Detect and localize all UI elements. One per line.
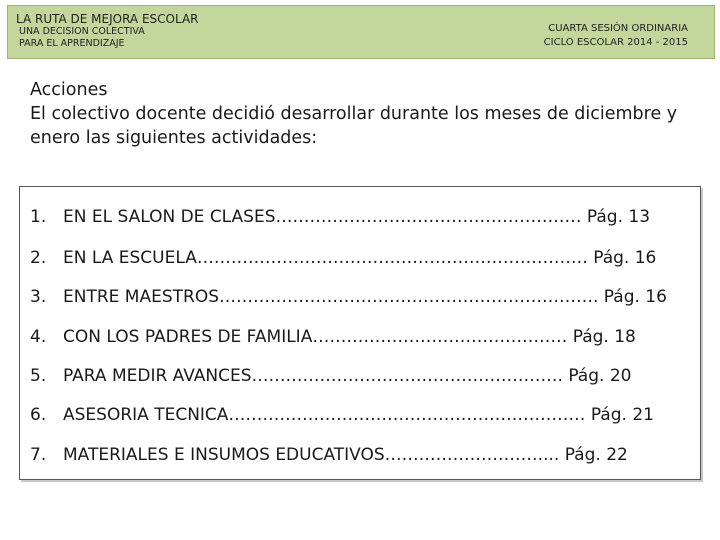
list-item-number: 5. — [30, 366, 47, 386]
list-item-label: ASESORIA TECNICA……………………………………………………… Pág. 21 — [63, 405, 654, 425]
list-item-number: 2. — [30, 248, 47, 268]
intro-section — [30, 78, 710, 150]
header-session: CUARTA SESIÓN ORDINARIA — [548, 23, 688, 34]
list-item-number: 3. — [30, 287, 47, 307]
list-item — [30, 327, 636, 347]
header-subtitle-line2: PARA EL APRENDIZAJE — [19, 38, 125, 49]
list-item-label: CON LOS PADRES DE FAMILIA……………………………………… Pág. 18 — [63, 327, 636, 347]
list-item-label: ENTRE MAESTROS…………………………………………………………. Pág. 16 — [63, 287, 667, 307]
list-item-number: 1. — [30, 207, 47, 227]
list-item — [30, 287, 667, 307]
slide-header — [7, 5, 715, 59]
list-item — [30, 445, 628, 465]
list-item — [30, 248, 656, 268]
list-item — [30, 366, 631, 386]
header-title: LA RUTA DE MEJORA ESCOLAR — [16, 12, 199, 26]
list-item-label: PARA MEDIR AVANCES………………………………………………. Pág. 20 — [63, 366, 632, 386]
list-item-number: 6. — [30, 405, 47, 425]
list-item-label: MATERIALES E INSUMOS EDUCATIVOS……………………….... Pág. 22 — [63, 445, 628, 465]
intro-body: El colectivo docente decidió desarrollar durante los meses de diciembre y enero las siguientes actividades: — [30, 104, 678, 148]
list-item-label: EN EL SALON DE CLASES……………………………………………… Pág. 13 — [63, 207, 651, 227]
list-item-label: EN LA ESCUELA…………………………………………………………… Pág. 16 — [63, 248, 657, 268]
header-subtitle-line1: UNA DECISION COLECTIVA — [19, 26, 145, 37]
list-item-number: 4. — [30, 327, 47, 347]
list-item — [30, 207, 650, 227]
intro-title: Acciones — [30, 80, 108, 100]
header-cycle: CICLO ESCOLAR 2014 - 2015 — [543, 37, 688, 48]
list-item — [30, 405, 654, 425]
activities-list-box — [19, 186, 701, 480]
list-item-number: 7. — [30, 445, 47, 465]
